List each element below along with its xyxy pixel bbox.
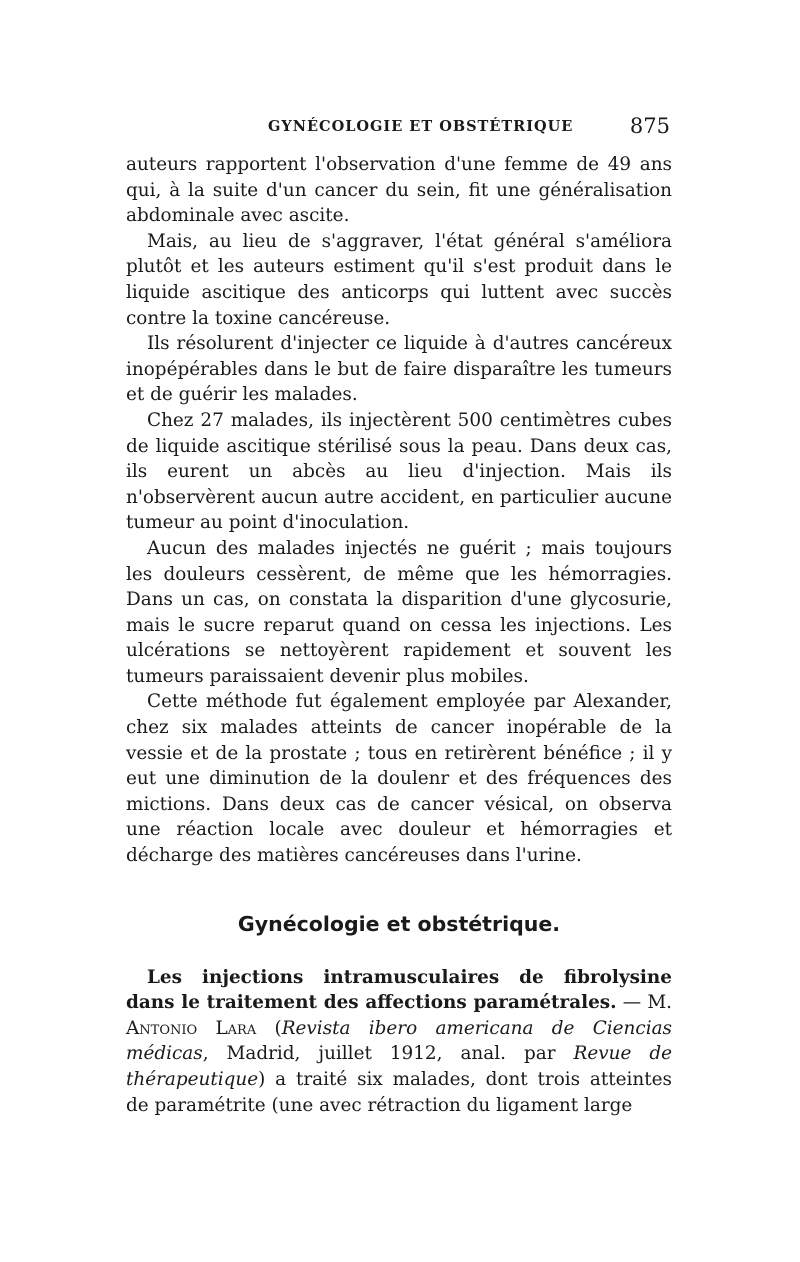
article-body [126, 152, 672, 869]
abstract-title: Les injections intramusculaires de fibrolysine dans le traitement des affections paramétrales. [126, 966, 672, 1014]
abstract [126, 965, 672, 1119]
abstract-open-paren: ( [256, 1017, 282, 1039]
abstract-author: Antonio Lara [126, 1017, 257, 1039]
paragraph-3: Ils résolurent d'injecter ce liquide à d'autres cancéreux inopépérables dans le but de faire disparaître les tumeurs et de guérir les malades. [126, 333, 672, 406]
abstract-journal: Revista ibero americana de Ciencias médicas [126, 1017, 672, 1065]
paragraph-1: auteurs rapportent l'observation d'une femme de 49 ans qui, à la suite d'un cancer du sein, fit une généralisation abdominale avec ascite. [126, 154, 672, 227]
abstract-dash: — M. [616, 992, 672, 1014]
paragraph-4: Chez 27 malades, ils injectèrent 500 centimètres cubes de liquide ascitique stérilisé sous la peau. Dans deux cas, ils eurent un abcès au lieu d'injection. Mais ils n'observèrent aucun autre accident, en particulier aucune tumeur au point d'inoculation. [126, 409, 672, 534]
paragraph-6: Cette méthode fut également employée par Alexander, chez six malades atteints de cancer inopérable de la vessie et de la prostate ; tous en retirèrent bénéfice ; il y eut une diminution de la doulenr et des fréquences des mictions. Dans deux cas de cancer vésical, on observa une réaction locale avec douleur et hémorragies et décharge des matières cancéreuses dans l'urine. [126, 691, 672, 867]
abstract-review: Revue de thérapeutique [126, 1043, 672, 1090]
abstract-paragraph [126, 965, 672, 1119]
page [126, 112, 672, 1118]
paragraph-2: Mais, au lieu de s'aggraver, l'état général s'améliora plutôt et les auteurs estiment qu'il s'est produit dans le liquide ascitique des anticorps qui luttent avec succès contre la toxine cancéreuse. [126, 230, 672, 329]
abstract-rest: ) a traité six malades, dont trois atteintes de paramétrite (une avec rétraction du ligament large [126, 1069, 672, 1116]
section-heading: Gynécologie et obstétrique. [237, 911, 561, 936]
running-header [126, 112, 672, 152]
running-title: GYNÉCOLOGIE ET OBSTÉTRIQUE [268, 118, 574, 135]
abstract-place-date: , Madrid, juillet 1912, anal. par [202, 1043, 574, 1065]
page-number: 875 [629, 114, 670, 138]
paragraph-5: Aucun des malades injectés ne guérit ; mais toujours les douleurs cessèrent, de même que les hémorragies. Dans un cas, on constata la disparition d'une glycosurie, mais le sucre reparut quand on cessa les injections. Les ulcérations se nettoyèrent rapidement et souvent les tumeurs paraissaient devenir plus mobiles. [126, 537, 672, 687]
